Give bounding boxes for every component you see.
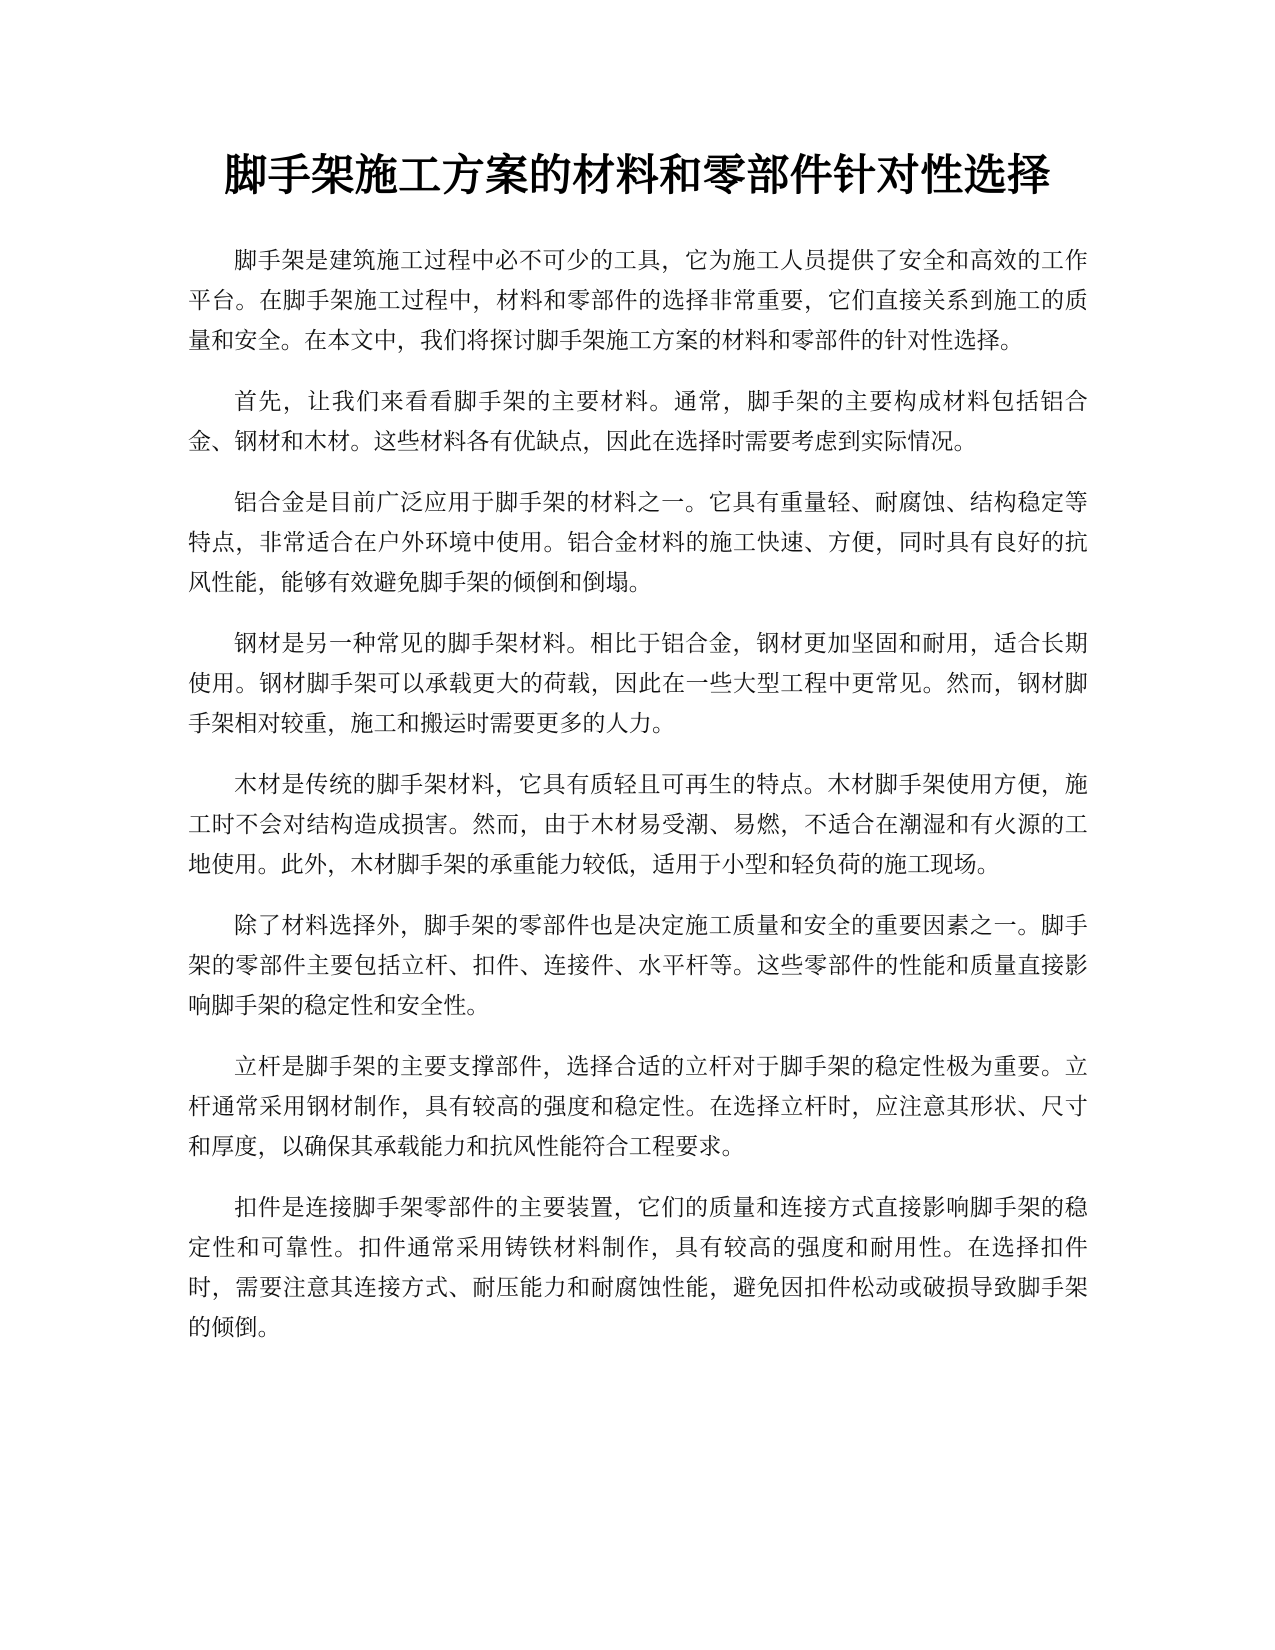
- paragraph-aluminum-alloy: 铝合金是目前广泛应用于脚手架的材料之一。它具有重量轻、耐腐蚀、结构稳定等特点，非常适合在户外环境中使用。铝合金材料的施工快速、方便，同时具有良好的抗风性能，能够有效避免脚手架的倾倒和倒塌。: [188, 490, 1088, 596]
- document-title: 脚手架施工方案的材料和零部件针对性选择: [224, 151, 1051, 201]
- paragraph-main-materials: 首先，让我们来看看脚手架的主要材料。通常，脚手架的主要构成材料包括铝合金、钢材和木材。这些材料各有优缺点，因此在选择时需要考虑到实际情况。: [188, 389, 1088, 455]
- paragraph-couplers: 扣件是连接脚手架零部件的主要装置，它们的质量和连接方式直接影响脚手架的稳定性和可靠性。扣件通常采用铸铁材料制作，具有较高的强度和耐用性。在选择扣件时，需要注意其连接方式、耐压能力和耐腐蚀性能，避免因扣件松动或破损导致脚手架的倾倒。: [188, 1195, 1088, 1341]
- paragraph-components: 除了材料选择外，脚手架的零部件也是决定施工质量和安全的重要因素之一。脚手架的零部件主要包括立杆、扣件、连接件、水平杆等。这些零部件的性能和质量直接影响脚手架的稳定性和安全性。: [188, 913, 1088, 1019]
- document-body: [188, 241, 1088, 1369]
- paragraph-intro: 脚手架是建筑施工过程中必不可少的工具，它为施工人员提供了安全和高效的工作平台。在脚手架施工过程中，材料和零部件的选择非常重要，它们直接关系到施工的质量和安全。在本文中，我们将探讨脚手架施工方案的材料和零部件的针对性选择。: [188, 248, 1088, 354]
- paragraph-timber: 木材是传统的脚手架材料，它具有质轻且可再生的特点。木材脚手架使用方便，施工时不会对结构造成损害。然而，由于木材易受潮、易燃，不适合在潮湿和有火源的工地使用。此外，木材脚手架的承重能力较低，适用于小型和轻负荷的施工现场。: [188, 772, 1088, 878]
- paragraph-uprights: 立杆是脚手架的主要支撑部件，选择合适的立杆对于脚手架的稳定性极为重要。立杆通常采用钢材制作，具有较高的强度和稳定性。在选择立杆时，应注意其形状、尺寸和厚度，以确保其承载能力和抗风性能符合工程要求。: [188, 1054, 1088, 1160]
- paragraph-steel: 钢材是另一种常见的脚手架材料。相比于铝合金，钢材更加坚固和耐用，适合长期使用。钢材脚手架可以承载更大的荷载，因此在一些大型工程中更常见。然而，钢材脚手架相对较重，施工和搬运时需要更多的人力。: [188, 631, 1088, 737]
